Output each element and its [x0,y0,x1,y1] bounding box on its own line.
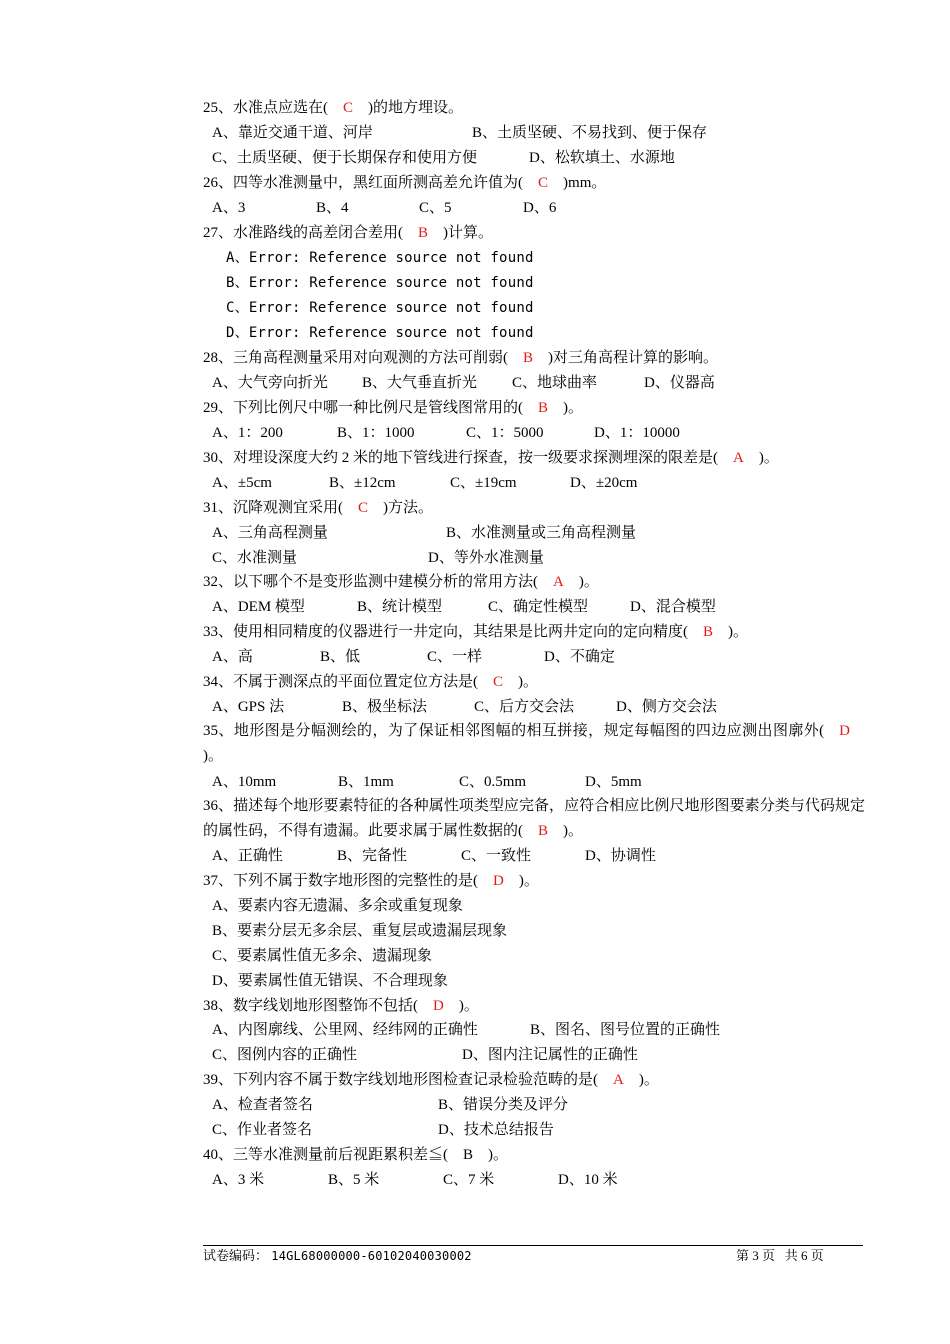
option: A、大气旁向折光 [212,375,328,391]
question-32: 32、以下哪个不是变形监测中建模分析的常用方法( A )。 [203,574,599,590]
footer-divider [203,1245,863,1246]
question-26: 26、四等水准测量中，黑红面所测高差允许值为( C )mm。 [203,175,607,191]
option: A、±5cm [212,475,272,491]
option: C、一样 [427,649,483,665]
option: D、协调性 [585,848,656,864]
option: A、3 [212,200,246,216]
exam-code-label: 试卷编码： [203,1248,269,1263]
option: B、4 [316,200,349,216]
exam-code-value: 14GL68000000-60102040030002 [271,1249,472,1263]
option: D、±20cm [570,475,638,491]
option: D、等外水准测量 [428,550,544,566]
option: A、要素内容无遗漏、多余或重复现象 [212,898,463,914]
option: C、0.5mm [459,774,527,790]
option: A、Error: Reference source not found [226,250,534,266]
option: C、±19cm [450,475,517,491]
option: B、错误分类及评分 [438,1097,569,1113]
option: D、6 [523,200,557,216]
question-30: 30、对埋设深度大约 2 米的地下管线进行探查，按一级要求探测埋深的限差是( A )。 [203,450,779,466]
answer-27: B [403,225,444,241]
question-34: 34、不属于测深点的平面位置定位方法是( C )。 [203,674,539,690]
option: B、±12cm [329,475,396,491]
option: B、水准测量或三角高程测量 [446,525,637,541]
option: B、1mm [338,774,394,790]
option: B、极坐标法 [342,699,428,715]
option: A、三角高程测量 [212,525,328,541]
option: C、作业者签名 [212,1122,313,1138]
question-37: 37、下列不属于数字地形图的完整性的是( D )。 [203,873,539,889]
option: A、高 [212,649,253,665]
answer-36: B [523,823,564,839]
answer-31: C [343,500,384,516]
option: A、正确性 [212,848,283,864]
exam-code [203,1248,472,1264]
option: B、图名、图号位置的正确性 [530,1022,721,1038]
option: D、要素属性值无错误、不合理现象 [212,973,448,989]
option: D、松软填土、水源地 [529,150,675,166]
option: B、统计模型 [357,599,443,615]
option: D、仪器高 [644,375,715,391]
question-31: 31、沉降观测宜采用( C )方法。 [203,500,434,516]
option: C、地球曲率 [512,375,598,391]
option: D、不确定 [544,649,615,665]
question-29: 29、下列比例尺中哪一种比例尺是管线图常用的( B )。 [203,400,584,416]
option: D、图内注记属性的正确性 [462,1047,638,1063]
option: D、技术总结报告 [438,1122,554,1138]
option: C、确定性模型 [488,599,589,615]
answer-28: B [508,350,549,366]
option: B、低 [320,649,361,665]
option: D、5mm [585,774,642,790]
answer-35: D [824,723,865,739]
option: C、要素属性值无多余、遗漏现象 [212,948,433,964]
option: A、内图廓线、公里网、经纬网的正确性 [212,1022,478,1038]
answer-32: A [538,574,579,590]
option: C、后方交会法 [474,699,575,715]
option: D、侧方交会法 [616,699,717,715]
question-25: 25、水准点应选在( C )的地方埋设。 [203,100,464,116]
answer-29: B [523,400,564,416]
option: A、检查者签名 [212,1097,313,1113]
question-40: 40、三等水准测量前后视距累积差≦( B )。 [203,1147,509,1163]
option: A、1：200 [212,425,283,441]
option: C、7 米 [443,1172,495,1188]
option: B、1：1000 [337,425,415,441]
option: A、10mm [212,774,277,790]
option: A、GPS 法 [212,699,285,715]
answer-26: C [523,175,564,191]
option: B、Error: Reference source not found [226,275,534,291]
option: C、土质坚硬、便于长期保存和使用方便 [212,150,478,166]
option: B、大气垂直折光 [362,375,478,391]
option: B、5 米 [328,1172,380,1188]
option: C、水准测量 [212,550,298,566]
option: B、土质坚硬、不易找到、便于保存 [472,125,708,141]
question-35: 35、地形图是分幅测绘的，为了保证相邻图幅的相互拼接，规定每幅图的四边应测出图廓外( D )。 [203,719,865,769]
option: C、5 [419,200,452,216]
option: D、10 米 [558,1172,618,1188]
answer-34: C [478,674,519,690]
option: D、Error: Reference source not found [226,325,534,341]
answer-37: D [478,873,519,889]
option: C、1：5000 [466,425,544,441]
option: A、DEM 模型 [212,599,305,615]
answer-25: C [328,100,369,116]
question-28: 28、三角高程测量采用对向观测的方法可削弱( B )对三角高程计算的影响。 [203,350,719,366]
option: C、Error: Reference source not found [226,300,534,316]
option: A、靠近交通干道、河岸 [212,125,373,141]
question-33: 33、使用相同精度的仪器进行一井定向，其结果是比两井定向的定向精度( B )。 [203,624,749,640]
option: D、混合模型 [630,599,716,615]
page-number: 第 3 页 共 6 页 [736,1248,824,1263]
answer-33: B [688,624,729,640]
answer-38: D [418,998,459,1014]
option: A、3 米 [212,1172,265,1188]
question-27: 27、水准路线的高差闭合差用( B )计算。 [203,225,494,241]
option: C、图例内容的正确性 [212,1047,358,1063]
answer-40: B [448,1147,489,1163]
question-39: 39、下列内容不属于数字线划地形图检查记录检验范畴的是( A )。 [203,1072,659,1088]
question-38: 38、数字线划地形图整饰不包括( D )。 [203,998,479,1014]
option: B、完备性 [337,848,408,864]
option: C、一致性 [461,848,532,864]
option: D、1：10000 [594,425,680,441]
answer-30: A [718,450,759,466]
question-36: 36、描述每个地形要素特征的各种属性项类型应完备，应符合相应比例尺地形图要素分类与代码规定的属性码，不得有遗漏。此要求属于属性数据的( B )。 [203,794,865,844]
option: B、要素分层无多余层、重复层或遗漏层现象 [212,923,508,939]
answer-39: A [598,1072,639,1088]
